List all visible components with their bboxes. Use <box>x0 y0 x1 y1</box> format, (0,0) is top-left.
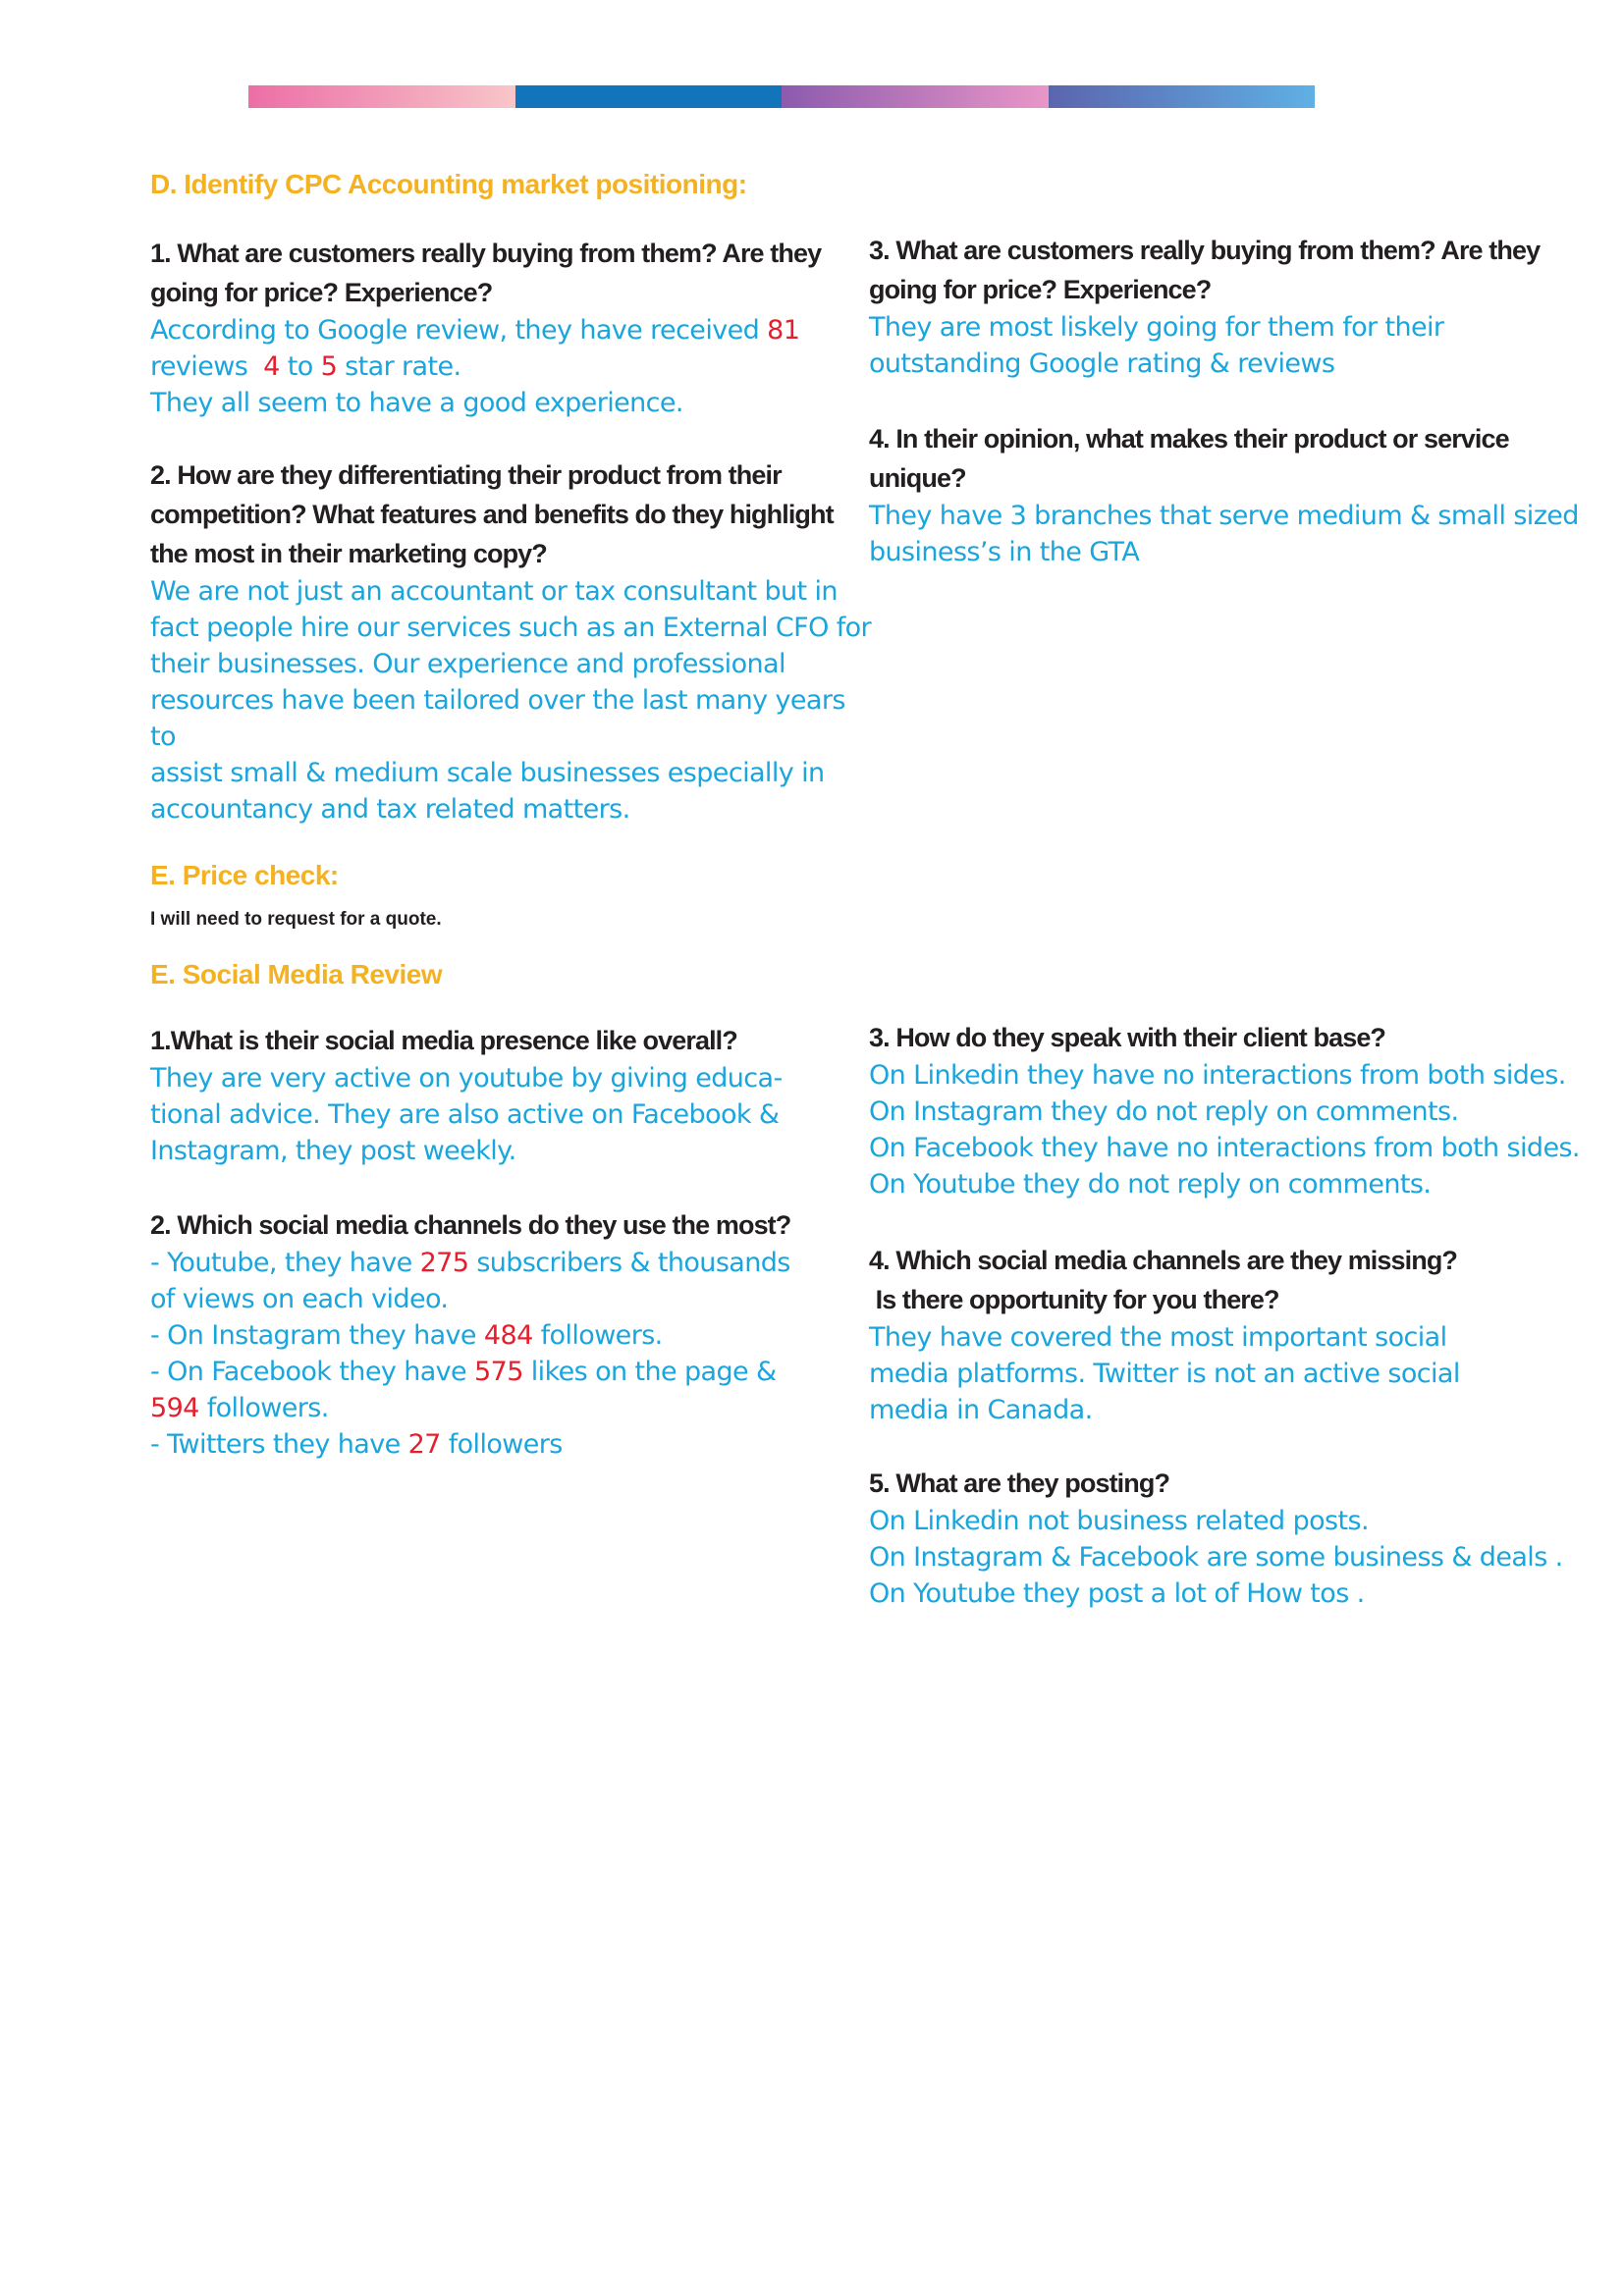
answer-line: On Linkedin not business related posts. <box>869 1506 1369 1536</box>
answer-line <box>150 1317 857 1354</box>
answer-line: On Linkedin they have no interactions from both sides. <box>869 1060 1566 1091</box>
answer-line: Instagram, they post weekly. <box>150 1136 516 1166</box>
answer-line: They have 3 branches that serve medium & small sized <box>869 501 1579 531</box>
answer-line: On Youtube they post a lot of How tos . <box>869 1578 1365 1609</box>
section-d-question-2 <box>150 455 877 828</box>
instagram-followers: 484 <box>483 1320 533 1351</box>
answer-line: resources have been tailored over the last many years to <box>150 685 845 752</box>
social-question-5 <box>869 1464 1596 1612</box>
answer-text: likes on the page & <box>522 1357 777 1387</box>
answer-line: media platforms. Twitter is not an active social <box>869 1359 1460 1389</box>
header-color-strip <box>248 85 1315 108</box>
price-check-note: I will need to request for a quote. <box>150 909 442 930</box>
price-check-heading: E. Price check: <box>150 860 339 890</box>
answer-line <box>150 1426 857 1463</box>
answer-text: subscribers & thousands <box>468 1248 790 1278</box>
answer-line <box>150 1245 857 1281</box>
question-text: 2. How are they differentiating their product from their <box>150 460 782 490</box>
answer-line <box>150 312 857 348</box>
question-text: 3. How do they speak with their client base? <box>869 1023 1386 1052</box>
answer-line: On Facebook they have no interactions from both sides. <box>869 1133 1580 1163</box>
color-strip-segment-purple <box>782 85 1049 108</box>
question-text: 2. Which social media channels do they use the most? <box>150 1210 791 1240</box>
answer-line: They are very active on youtube by giving educa- <box>150 1063 783 1094</box>
facebook-followers: 594 <box>150 1393 199 1423</box>
youtube-subscribers: 275 <box>419 1248 469 1278</box>
answer-line <box>150 348 857 385</box>
rating-min: 4 <box>263 351 280 382</box>
answer-line <box>150 1354 857 1390</box>
question-text: going for price? Experience? <box>150 278 493 307</box>
answer-line <box>150 1390 857 1426</box>
social-question-1 <box>150 1021 857 1169</box>
review-count: 81 <box>767 315 800 346</box>
section-d-question-3 <box>869 231 1596 382</box>
answer-line: tional advice. They are also active on Facebook & <box>150 1099 780 1130</box>
section-d-heading: D. Identify CPC Accounting market positioning: <box>150 169 747 199</box>
rating-max: 5 <box>320 351 338 382</box>
question-text: 4. Which social media channels are they missing? <box>869 1246 1458 1275</box>
answer-line: They have covered the most important social <box>869 1322 1447 1353</box>
question-text: competition? What features and benefits do they highlight <box>150 500 834 529</box>
answer-line: We are not just an accountant or tax consultant but in <box>150 576 838 607</box>
answer-line: On Instagram & Facebook are some business & deals . <box>869 1542 1563 1573</box>
social-question-4 <box>869 1241 1596 1428</box>
color-strip-segment-blue <box>515 85 783 108</box>
section-d-question-4 <box>869 419 1596 570</box>
answer-text: followers. <box>532 1320 663 1351</box>
answer-line: On Youtube they do not reply on comments. <box>869 1169 1432 1200</box>
answer-line: their businesses. Our experience and professional <box>150 649 785 679</box>
question-text: 3. What are customers really buying from them? Are they <box>869 236 1541 265</box>
answer-line: They all seem to have a good experience. <box>150 388 683 418</box>
question-text: going for price? Experience? <box>869 275 1212 304</box>
answer-line: of views on each video. <box>150 1284 449 1314</box>
question-text: Is there opportunity for you there? <box>869 1285 1279 1314</box>
twitter-followers: 27 <box>407 1429 441 1460</box>
social-question-2 <box>150 1205 857 1463</box>
answer-line: outstanding Google rating & reviews <box>869 348 1335 379</box>
color-strip-segment-indigo <box>1049 85 1316 108</box>
question-text: 1.What is their social media presence like overall? <box>150 1026 737 1055</box>
question-text: 4. In their opinion, what makes their product or service <box>869 424 1509 454</box>
facebook-likes: 575 <box>474 1357 523 1387</box>
answer-text: According to Google review, they have received <box>150 315 768 346</box>
answer-line: They are most liskely going for them for their <box>869 312 1444 343</box>
question-text: unique? <box>869 463 966 493</box>
color-strip-segment-pink <box>248 85 515 108</box>
answer-text: star rate. <box>337 351 461 382</box>
answer-text: - On Facebook they have <box>150 1357 475 1387</box>
answer-text: - Twitters they have <box>150 1429 408 1460</box>
answer-text: - On Instagram they have <box>150 1320 484 1351</box>
section-d-question-1 <box>150 234 857 421</box>
answer-line: assist small & medium scale businesses especially in <box>150 758 825 788</box>
answer-text: to <box>279 351 321 382</box>
social-media-heading: E. Social Media Review <box>150 959 443 989</box>
answer-line: On Instagram they do not reply on comments. <box>869 1096 1459 1127</box>
answer-text: reviews <box>150 351 264 382</box>
answer-line: fact people hire our services such as an External CFO for <box>150 613 872 643</box>
question-text: the most in their marketing copy? <box>150 539 547 568</box>
answer-line: business’s in the GTA <box>869 537 1140 567</box>
question-text: 5. What are they posting? <box>869 1468 1170 1498</box>
answer-text: followers. <box>198 1393 329 1423</box>
social-question-3 <box>869 1018 1596 1202</box>
question-text: 1. What are customers really buying from them? Are they <box>150 239 822 268</box>
answer-line: media in Canada. <box>869 1395 1093 1425</box>
answer-line: accountancy and tax related matters. <box>150 794 630 825</box>
answer-text: followers <box>440 1429 563 1460</box>
answer-text: - Youtube, they have <box>150 1248 420 1278</box>
